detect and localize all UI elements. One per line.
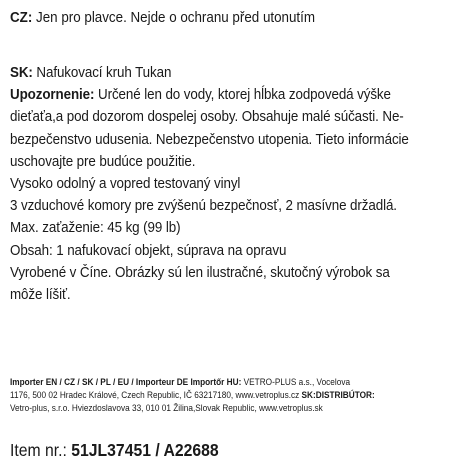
item-number-line: [10, 438, 219, 462]
importer-label: Importer EN / CZ / SK / PL / EU / Importeur DE Importőr HU:: [10, 377, 242, 388]
importer-line-2-text: 1176, 500 02 Hradec Králové, Czech Republic, IČ 63217180, www.vetroplus.cz: [10, 390, 302, 401]
sk-warning-line: [10, 84, 434, 106]
importer-line-1: [10, 376, 402, 389]
importer-line-2: [10, 389, 402, 402]
sk-text-line-8: Obsah: 1 nafukovací objekt, súprava na opravu: [10, 242, 287, 259]
sk-product-line: [10, 62, 434, 84]
importer-line-3: Vetro-plus, s.r.o. Hviezdoslavova 33, 010 01 Žilina,Slovak Republic, www.vetroplus.sk: [10, 403, 323, 414]
importer-block: [10, 376, 466, 415]
sk-text-line-1: Určené len do vody, ktorej hĺbka zodpovedá výške: [94, 87, 391, 104]
sk-section: [10, 62, 466, 306]
item-number-value: 51JL37451 / A22688: [71, 440, 219, 460]
sk-text-line-7: Max. zaťaženie: 45 kg (99 lb): [10, 220, 181, 237]
cz-warning-line: [10, 8, 315, 28]
cz-label: CZ:: [10, 10, 33, 26]
sk-label: SK:: [10, 65, 33, 81]
sk-text-line-5: Vysoko odolný a vopred testovaný vinyl: [10, 176, 241, 193]
sk-text-line-3: bezpečenstvo udusenia. Nebezpečenstvo utopenia. Tieto informácie: [10, 131, 409, 148]
product-label-document: [10, 0, 466, 470]
sk-text-line-9: Vyrobené v Číne. Obrázky sú len ilustračné, skutočný výrobok sa: [10, 264, 390, 281]
sk-text-line-6: 3 vzduchové komory pre zvýšenú bezpečnosť, 2 masívne držadlá.: [10, 198, 397, 215]
distributor-label: SK:DISTRIBÚTOR:: [301, 390, 375, 401]
sk-text-line-4: uschovajte pre budúce použitie.: [10, 153, 196, 170]
sk-text-line-2: dieťaťa,a pod dozorom dospelej osoby. Obsahuje malé súčasti. Ne-: [10, 109, 404, 126]
sk-text-line-10: môže líšiť.: [10, 287, 71, 304]
importer-line-1-text: VETRO-PLUS a.s., Vocelova: [241, 377, 351, 388]
sk-product-name: Nafukovací kruh Tukan: [32, 65, 172, 81]
item-number-label: Item nr.:: [10, 440, 72, 460]
cz-text: Jen pro plavce. Nejde o ochranu před utonutím: [32, 10, 316, 26]
sk-warning-label: Upozornenie:: [10, 87, 95, 104]
